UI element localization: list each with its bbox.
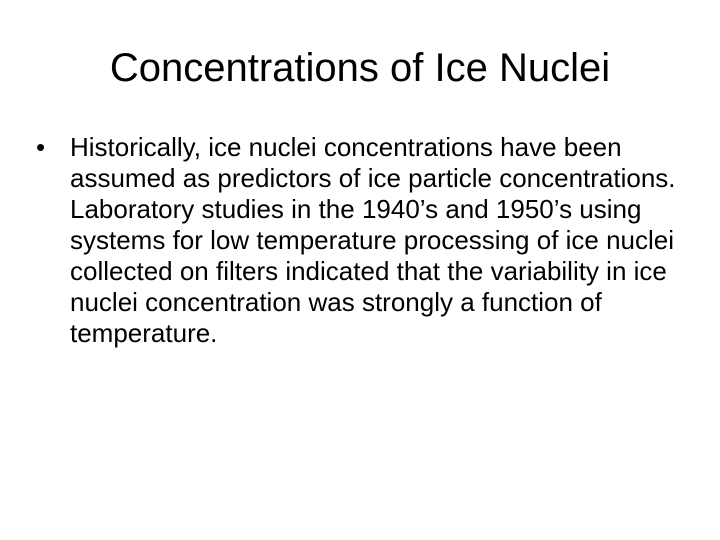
bullet-text: Historically, ice nuclei concentrations have been assumed as predictors of ice particle concentrations. Laboratory studies in the 1940’s and 1950’s using systems for low temperature processing of ice nuclei collected on filters indicated that the variability in ice nuclei concentration was strongly a function of temperature. [70, 132, 676, 348]
bullet-list [36, 132, 696, 349]
bullet-marker: • [36, 132, 46, 162]
slide-title: Concentrations of Ice Nuclei [109, 46, 611, 90]
bullet-item [36, 132, 696, 349]
